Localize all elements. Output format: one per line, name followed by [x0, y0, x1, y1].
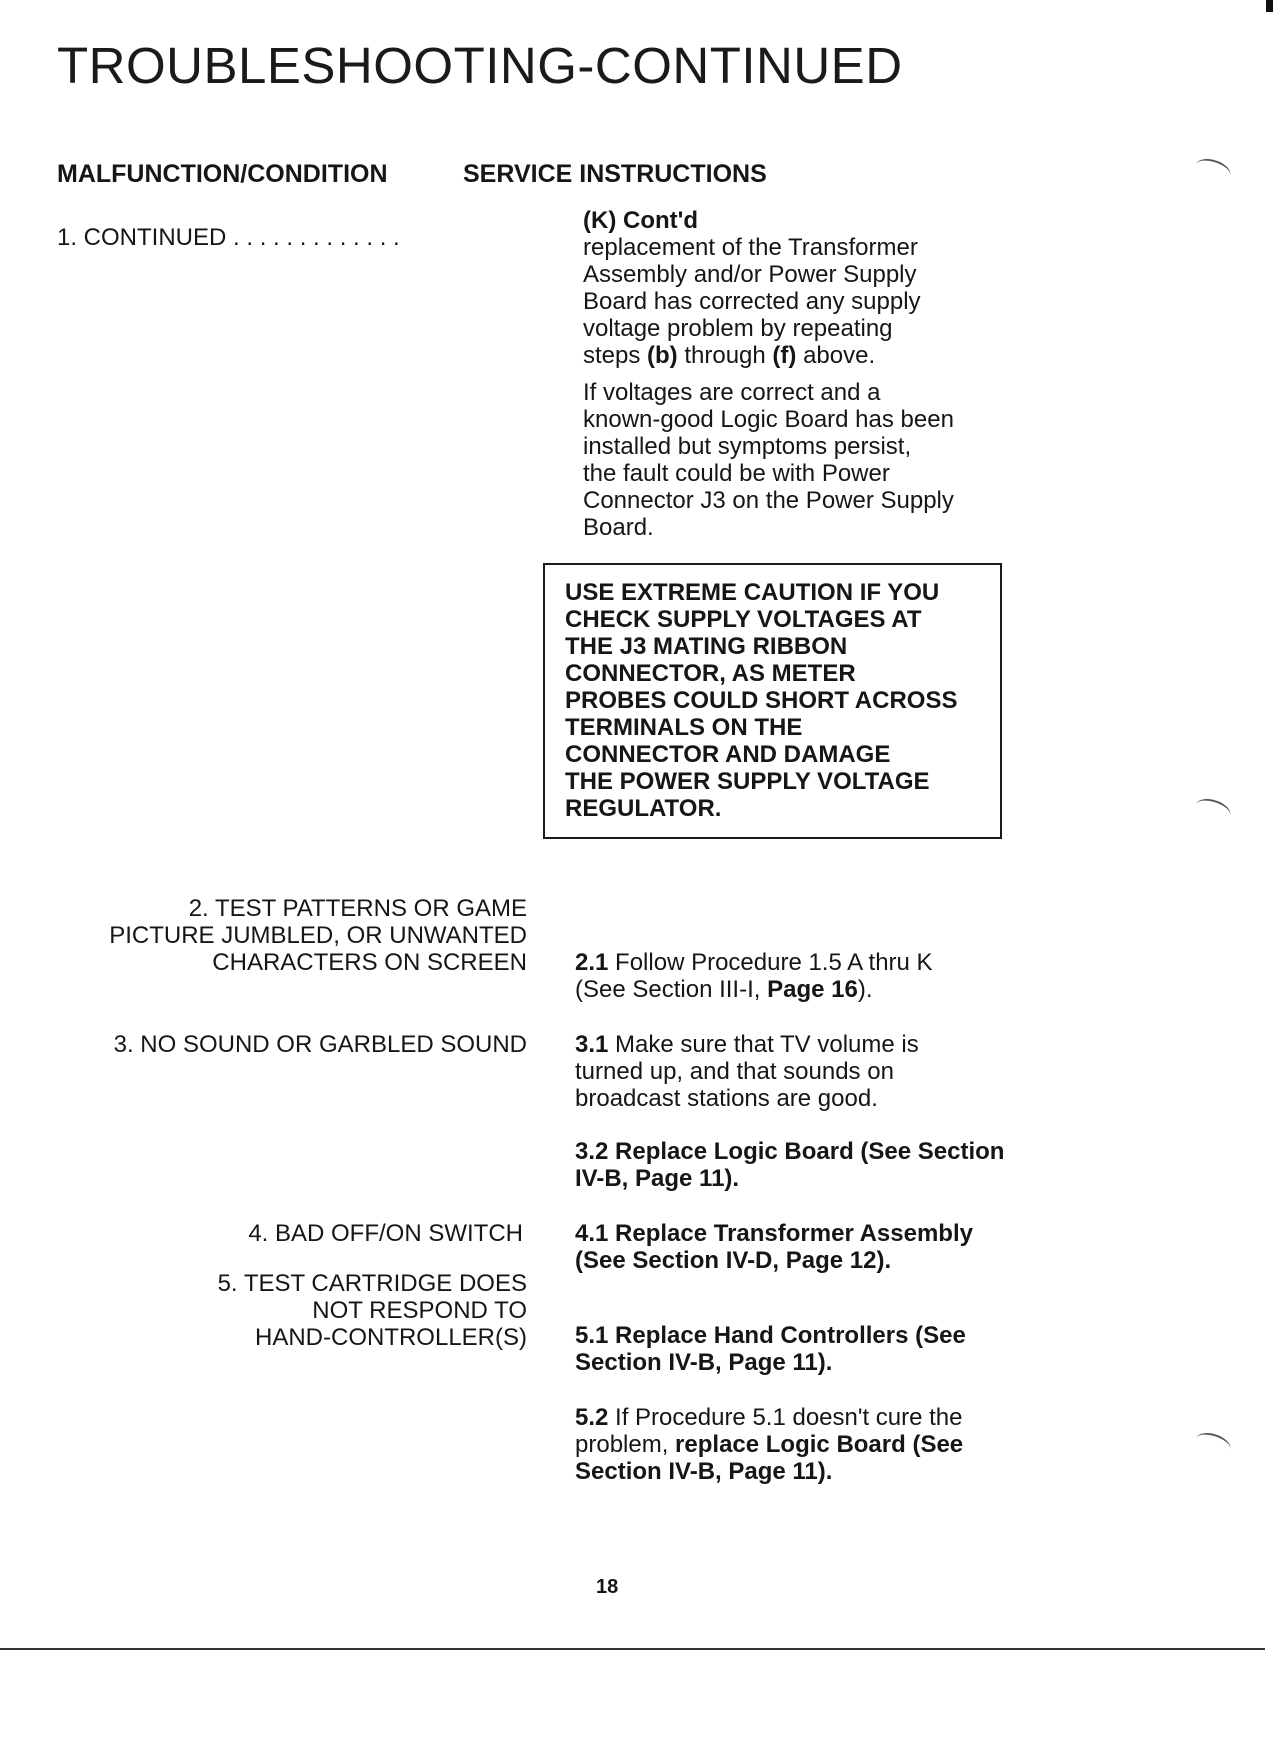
item5-service-1: 5.1 Replace Hand Controllers (See Section IV-B, Page 11).: [575, 1322, 966, 1376]
item2-label-line: CHARACTERS ON SCREEN: [212, 949, 527, 976]
page-number: 18: [596, 1576, 619, 1598]
service-column-header: SERVICE INSTRUCTIONS: [463, 160, 767, 188]
caution-line: CONNECTOR AND DAMAGE: [565, 741, 891, 768]
item5-label-line: 5. TEST CARTRIDGE DOES: [217, 1270, 527, 1297]
item2-service: 2.1 Follow Procedure 1.5 A thru K (See Section III-I, Page 16).: [575, 949, 933, 1003]
item2-label: [109, 895, 527, 976]
item2-label-line: 2. TEST PATTERNS OR GAME: [188, 895, 527, 922]
item3-service-2: 3.2 Replace Logic Board (See Section IV-B, Page 11).: [575, 1138, 1005, 1192]
item5-service-2: 5.2 If Procedure 5.1 doesn't cure the problem, replace Logic Board (See Section IV-B, Page 11).: [575, 1404, 964, 1485]
binder-hole-mark: [1193, 1429, 1233, 1459]
item1-para2-line: If voltages are correct and a: [583, 379, 881, 406]
item4-label: 4. BAD OFF/ON SWITCH: [248, 1220, 523, 1247]
caution-line: THE J3 MATING RIBBON: [565, 633, 848, 660]
caution-line: THE POWER SUPPLY VOLTAGE: [565, 768, 930, 795]
item5-label-line: NOT RESPOND TO: [312, 1297, 527, 1324]
item1-para2-line: installed but symptoms persist,: [583, 433, 912, 460]
footer-rule: [0, 1648, 1265, 1650]
item4-service: 4.1 Replace Transformer Assembly (See Section IV-D, Page 12).: [575, 1220, 973, 1274]
caution-box: [543, 563, 1002, 839]
item1-para2-line: known-good Logic Board has been: [583, 406, 954, 433]
binder-hole-mark: [1193, 155, 1233, 185]
item1-para1-line: Assembly and/or Power Supply: [583, 261, 917, 288]
item1-para1-last-line: steps (b) through (f) above.: [583, 342, 876, 369]
caution-line: CONNECTOR, AS METER: [565, 660, 856, 687]
item1-para1-line: voltage problem by repeating: [583, 315, 893, 342]
caution-line: USE EXTREME CAUTION IF YOU: [565, 579, 940, 606]
malfunction-column-header: MALFUNCTION/CONDITION: [57, 160, 388, 188]
item5-label-line: HAND-CONTROLLER(S): [254, 1324, 527, 1351]
item1-label: 1. CONTINUED . . . . . . . . . . . . .: [57, 224, 400, 251]
item1-cont-label: (K) Cont'd: [583, 207, 698, 234]
binder-hole-mark: [1193, 795, 1233, 825]
item1-para2-line: Board.: [583, 514, 654, 541]
item1-service: [583, 207, 921, 369]
item1-para1-line: replacement of the Transformer: [583, 234, 918, 261]
item1-para2-line: the fault could be with Power: [583, 460, 890, 487]
caution-line: CHECK SUPPLY VOLTAGES AT: [565, 606, 922, 633]
caution-line: PROBES COULD SHORT ACROSS: [565, 687, 958, 714]
item2-label-line: PICTURE JUMBLED, OR UNWANTED: [109, 922, 527, 949]
item5-label: [218, 1270, 527, 1351]
caution-line: REGULATOR.: [565, 795, 722, 822]
item3-service-1: 3.1 Make sure that TV volume is turned up, and that sounds on broadcast stations are good.: [575, 1031, 919, 1112]
item1-para2: [583, 379, 954, 541]
caution-line: TERMINALS ON THE: [565, 714, 803, 741]
item3-label: 3. NO SOUND OR GARBLED SOUND: [113, 1031, 527, 1058]
page-title: TROUBLESHOOTING-CONTINUED: [57, 37, 903, 94]
item1-para1-line: Board has corrected any supply: [583, 288, 921, 315]
item1-para2-line: Connector J3 on the Power Supply: [583, 487, 954, 514]
scan-edge-mark: [1266, 0, 1273, 12]
